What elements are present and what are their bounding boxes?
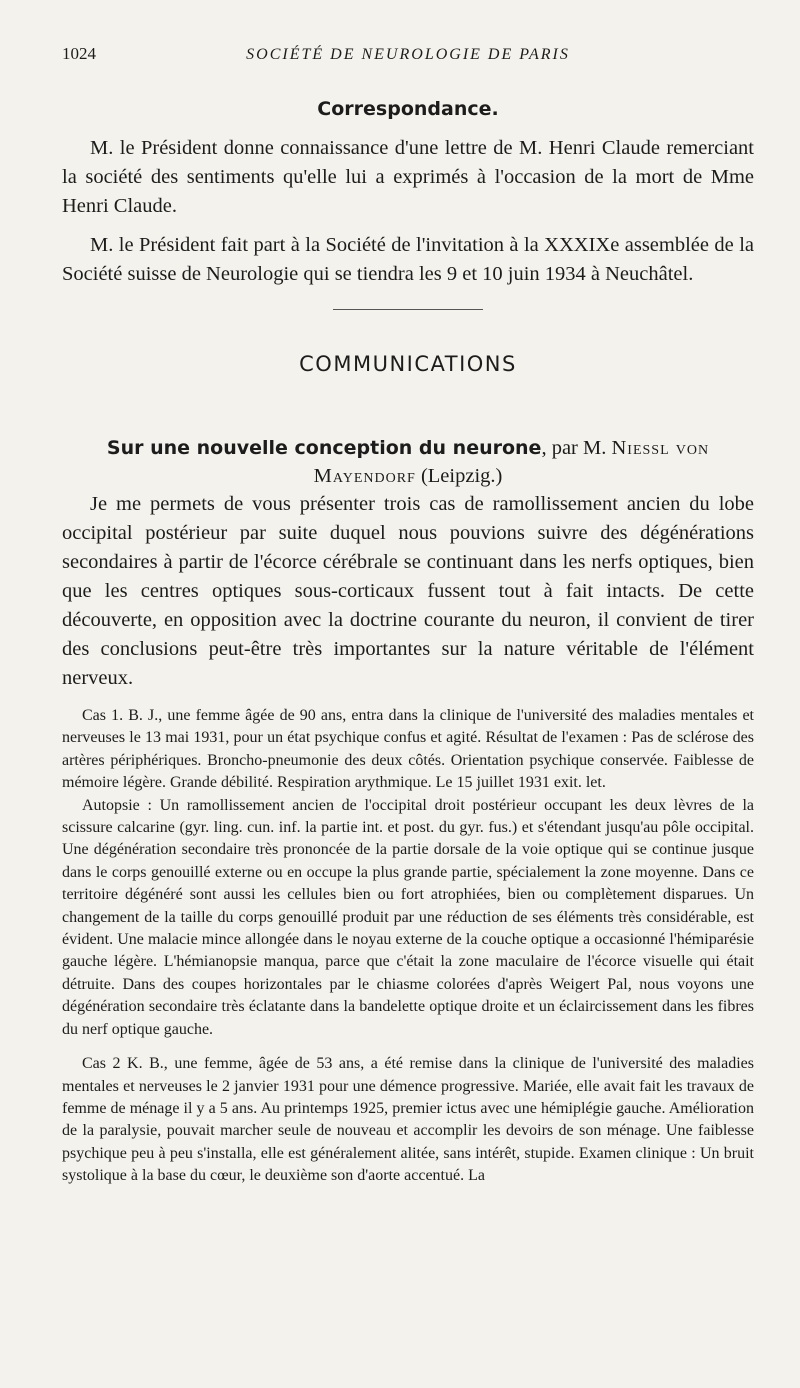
page-number: 1024 [62, 44, 96, 63]
case-1-paragraph: Cas 1. B. J., une femme âgée de 90 ans, entra dans la clinique de l'université des maladies mentales et nerveuses le 13 mai 1931, pour un état psychique confus et agité. Résultat de l'examen : Pas de sclérose des artères périphériques. Broncho-pneumonie des deux côtés. Orientation psychique conservée. Faiblesse de mémoire légère. Grande débilité. Respiration arythmique. Le 15 juillet 1931 exit. let. [62, 707, 754, 792]
article-author: Niessl von Mayendorf [313, 437, 710, 487]
article-intro: Je me permets de vous présenter trois cas de ramollissement ancien du lobe occipital postérieur par suite duquel nous pouvions suivre des dégénérations secondaires à partir de l'écorce cérébrale se continuant dans les nerfs optiques, bien que les centres optiques sous-corticaux fussent tout à fait intacts. De cette découverte, en opposition avec la doctrine courante du neuron, il convient de tirer des conclusions peut-être très importantes sur la nature véritable de l'élément nerveux. [62, 493, 754, 689]
journal-title: SOCIÉTÉ DE NEUROLOGIE DE PARIS [246, 46, 570, 63]
correspondance-heading: Correspondance. [317, 98, 499, 120]
article-title: Sur une nouvelle conception du neurone [106, 437, 542, 459]
correspondance-paragraph-2: M. le Président fait part à la Société de l'invitation à la XXXIXe assemblée de la Société suisse de Neurologie qui se tiendra les 9 et 10 juin 1934 à Neuchâtel. [62, 234, 754, 285]
section-divider [333, 309, 483, 310]
article-affiliation: (Leipzig.) [415, 465, 503, 487]
autopsy-paragraph: Autopsie : Un ramollissement ancien de l'occipital droit postérieur occupant les deux lèvres de la scissure calcarine (gyr. ling. cun. inf. la partie int. et post. du gyr. fus.) et s'étendant jusqu'au pôle occipital. Une dégénération secondaire très prononcée de la partie dorsale de la voie optique qui se continue jusque dans le corps genouillé externe ou en occupe la plus grande partie, spécialement la zone moyenne. Dans ce territoire dégénéré sont aussi les cellules bien ou fort atrophiées, bien ou complètement disparues. Un changement de la taille du corps genouillé produit par une réduction de ses éléments très considérable, est évident. Une malacie mince allongée dans le noyau externe de la couche optique a occasionné l'hémiparésie gauche légère. L'hémianopsie manqua, parce que c'était la zone maculaire de l'écorce visuelle qui était détruite. Dans des coupes horizontales par le chiasme colorées d'après Weigert Pal, nous voyons une dégénération secondaire très éclatante dans la bandelette optique droite et un éclaircissement dans les fibres du nerf optique gauche. [62, 796, 754, 1038]
article-title-block [62, 434, 754, 490]
running-head [62, 44, 754, 70]
page [62, 44, 754, 1188]
article-byline-prefix: , par M. [541, 437, 612, 459]
communications-heading: COMMUNICATIONS [299, 352, 517, 376]
case-2-paragraph: Cas 2 K. B., une femme, âgée de 53 ans, a été remise dans la clinique de l'université des maladies mentales et nerveuses le 2 janvier 1931 pour une démence progressive. Mariée, elle avait fait les travaux de femme de ménage il y a 5 ans. Au printemps 1925, premier ictus avec une hémiplégie gauche. Amélioration de la paralysie, pouvait marcher seule de nouveau et accomplir les devoirs de son ménage. Une faiblesse psychique peu à peu s'installa, elle est généralement alitée, sans intérêt, stupide. Examen clinique : Un bruit systolique à la base du cœur, le deuxième son d'aorte accentué. La [62, 1055, 754, 1185]
correspondance-paragraph-1: M. le Président donne connaissance d'une lettre de M. Henri Claude remerciant la société des sentiments qu'elle lui a exprimés à l'occasion de la mort de Mme Henri Claude. [62, 137, 754, 217]
